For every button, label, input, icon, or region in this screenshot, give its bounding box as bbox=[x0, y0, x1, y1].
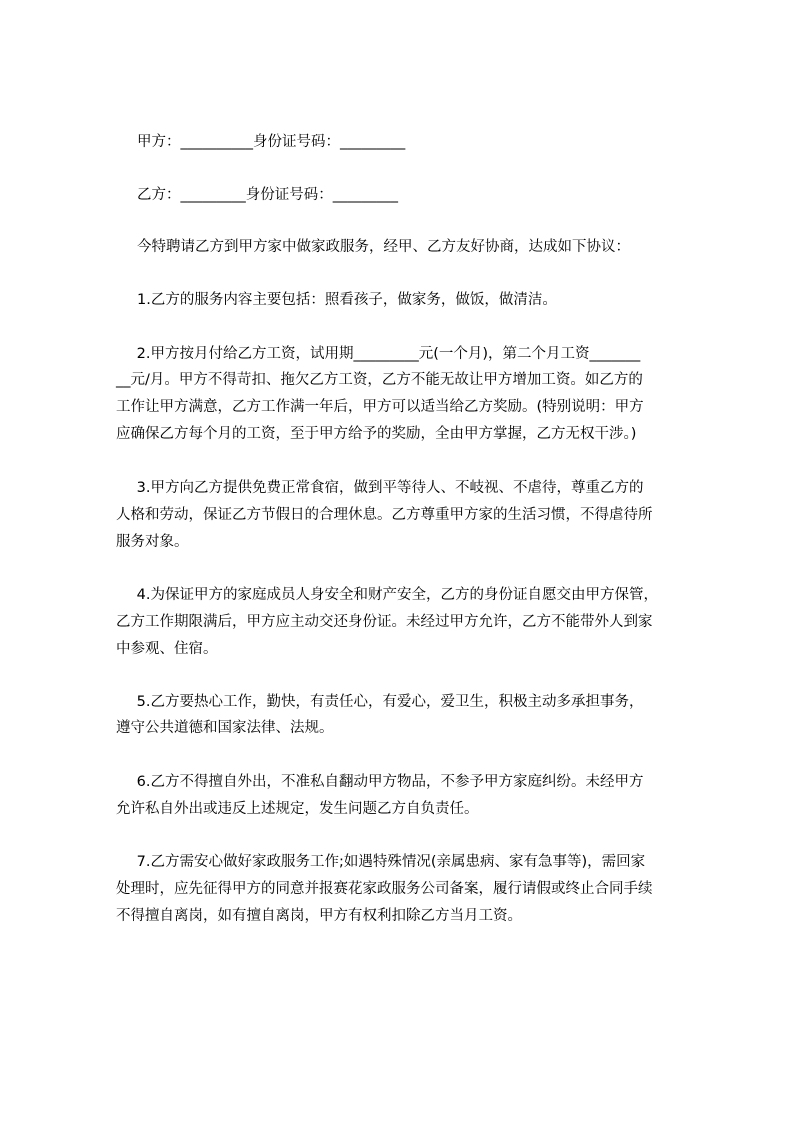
party-a-line: 甲方：__________身份证号码：_________ bbox=[137, 134, 406, 150]
clause-7-line-2: 处理时，应先征得甲方的同意并报赛花家政服务公司备案，履行请假或终止合同手续 bbox=[116, 881, 653, 897]
clause-3-line-3: 服务对象。 bbox=[116, 534, 189, 550]
clause-2-line-4: 应确保乙方每个月的工资，至于甲方给予的奖励，全由甲方掌握，乙方无权干涉。) bbox=[116, 426, 637, 442]
clause-7-line-1: 7.乙方需安心做好家政服务工作;如遇特殊情况(亲属患病、家有急事等)，需回家 bbox=[132, 854, 646, 870]
clause-4-line-1: 4.为保证甲方的家庭成员人身安全和财产安全，乙方的身份证自愿交由甲方保管， bbox=[132, 587, 658, 603]
clause-5-line-1: 5.乙方要热心工作，勤快，有责任心，有爱心，爱卫生，积极主动多承担事务， bbox=[132, 694, 644, 710]
clause-2-line-3: 工作让甲方满意，乙方工作满一年后，甲方可以适当给乙方奖励。(特别说明：甲方 bbox=[116, 399, 644, 415]
party-b-line: 乙方：_________身份证号码：_________ bbox=[137, 187, 398, 203]
clause-5-line-2: 遵守公共道德和国家法律、法规。 bbox=[116, 720, 334, 736]
clause-3-line-1: 3.甲方向乙方提供免费正常食宿，做到平等待人、不岐视、不虐待，尊重乙方的 bbox=[132, 480, 644, 496]
clause-2-line-1: 2.甲方按月付给乙方工资，试用期_________元(一个月)，第二个月工资_______ bbox=[132, 346, 641, 362]
clause-1: 1.乙方的服务内容主要包括：照看孩子，做家务，做饭，做清洁。 bbox=[137, 292, 557, 308]
clause-4-line-3: 中参观、住宿。 bbox=[116, 641, 218, 657]
clause-6-line-2: 允许私自外出或违反上述规定，发生问题乙方自负责任。 bbox=[116, 801, 479, 817]
intro-paragraph: 今特聘请乙方到甲方家中做家政服务，经甲、乙方友好协商，达成如下协议： bbox=[137, 239, 630, 255]
clause-2-line-2: __元/月。甲方不得苛扣、拖欠乙方工资，乙方不能无故让甲方增加工资。如乙方的 bbox=[116, 372, 643, 388]
clause-6-line-1: 6.乙方不得擅自外出，不准私自翻动甲方物品，不参予甲方家庭纠纷。未经甲方 bbox=[132, 774, 644, 790]
clause-7-line-3: 不得擅自离岗，如有擅自离岗，甲方有权利扣除乙方当月工资。 bbox=[116, 908, 522, 924]
clause-3-line-2: 人格和劳动，保证乙方节假日的合理休息。乙方尊重甲方家的生活习惯，不得虐待所 bbox=[116, 507, 653, 523]
clause-4-line-2: 乙方工作期限满后，甲方应主动交还身份证。未经过甲方允许，乙方不能带外人到家 bbox=[116, 614, 653, 630]
